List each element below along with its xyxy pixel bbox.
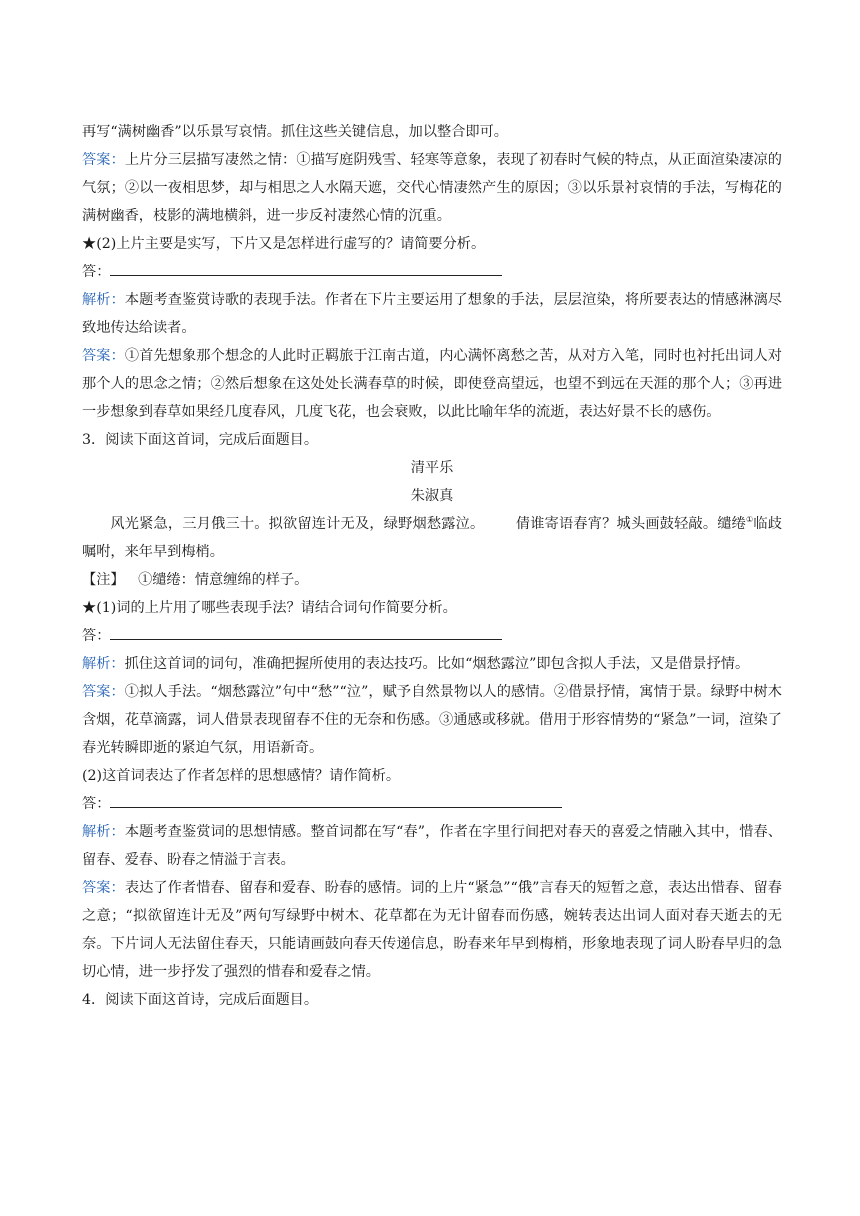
q2-2-analysis	[82, 286, 782, 342]
answer-blank[interactable]	[110, 790, 562, 808]
analysis-text: 本题考查鉴赏词的思想情感。整首词都在写“春”，作者在字里行间把对春天的喜爱之情融入其中，惜春、留春、爱春、盼春之情溢于言表。	[82, 824, 782, 868]
answer-text: 表达了作者惜春、留春和爱春、盼春的感情。词的上片“紧急”“俄”言春天的短暂之意，表达出惜春、留春之意；“拟欲留连计无及”两句写绿野中树木、花草都在为无计留春而伤感，婉转表达出词人面对春天逝去的无奈。下片词人无法留住春天，只能请画鼓向春天传递信息，盼春来年早到梅梢，形象地表现了词人盼春早归的急切心情，进一步抒发了强烈的惜春和爱春之情。	[82, 880, 782, 980]
answer-line	[82, 622, 782, 650]
answer-label: 答案：	[82, 880, 125, 896]
q3-intro: 3．阅读下面这首词，完成后面题目。	[82, 432, 319, 448]
q3-1-analysis	[82, 650, 782, 678]
answer-prompt: 答：	[82, 264, 111, 280]
analysis-text: 本题考查鉴赏诗歌的表现手法。作者在下片主要运用了想象的手法，层层渲染，将所要表达的情感淋漓尽致地传达给读者。	[82, 292, 782, 336]
poem-line-2-end: 临歧嘱咐，来年早到梅梢。	[82, 516, 782, 560]
q4-intro: 4．阅读下面这首诗，完成后面题目。	[82, 992, 319, 1008]
q3-2-answer	[82, 874, 782, 986]
answer-label: 答案：	[82, 684, 125, 700]
answer-text: 上片分三层描写凄然之情：①描写庭阴残雪、轻寒等意象，表现了初春时气候的特点，从正面渲染凄凉的气氛；②以一夜相思梦，却与相思之人水隔天遮，交代心情凄然产生的原因；③以乐景衬哀情的手法，写梅花的满树幽香，枝影的满地横斜，进一步反衬凄然心情的沉重。	[82, 152, 782, 224]
answer-label: 答案：	[82, 348, 125, 364]
poem-line-2: 倩谁寄语春宵？城头画鼓轻敲。缱绻	[515, 516, 747, 532]
answer-line	[82, 790, 782, 818]
note-text: ①缱绻：情意缠绵的样子。	[138, 572, 309, 588]
q3-2-question: (2)这首词表达了作者怎样的思想感情？请作简析。	[82, 768, 401, 784]
note	[82, 566, 782, 594]
analysis-text: 抓住这首词的词句，准确把握所使用的表达技巧。比如“烟愁露泣”即包含拟人手法，又是借景抒情。	[124, 656, 750, 672]
q3-2-analysis	[82, 818, 782, 874]
q3-1-question: ★(1)词的上片用了哪些表现手法？请结合词句作简要分析。	[82, 600, 457, 616]
poem-line-1: 风光紧急，三月俄三十。拟欲留连计无及，绿野烟愁露泣。	[110, 516, 485, 532]
q2-2-answer	[82, 342, 782, 426]
answer-prompt: 答：	[82, 796, 111, 812]
poem-body	[82, 510, 782, 566]
analysis-label: 解析：	[82, 824, 125, 840]
answer-blank[interactable]	[110, 622, 502, 640]
answer-line	[82, 258, 782, 286]
answer-prompt: 答：	[82, 628, 111, 644]
document-page	[82, 118, 782, 1014]
poem-title: 清平乐	[410, 460, 454, 476]
analysis-label: 解析：	[82, 292, 125, 308]
q2-analysis-tail: 再写“满树幽香”以乐景写哀情。抓住这些关键信息，加以整合即可。	[82, 124, 508, 140]
answer-text: ①首先想象那个想念的人此时正羁旅于江南古道，内心满怀离愁之苦，从对方入笔，同时也衬托出词人对那个人的思念之情；②然后想象在这处处长满春草的时候，即使登高望远，也望不到远在天涯的那个人；③再进一步想象到春草如果经几度春风，几度飞花，也会衰败，以此比喻年华的流逝，表达好景不长的感伤。	[82, 348, 782, 420]
answer-text: ①拟人手法。“烟愁露泣”句中“愁”“泣”，赋予自然景物以人的感情。②借景抒情，寓情于景。绿野中树木含烟，花草滴露，词人借景表现留春不住的无奈和伤感。③通感或移就。借用于形容情势的“紧急”一词，渲染了春光转瞬即逝的紧迫气氛，用语新奇。	[82, 684, 782, 756]
q2-2-question: ★(2)上片主要是实写，下片又是怎样进行虚写的？请简要分析。	[82, 236, 486, 252]
answer-label: 答案：	[82, 152, 125, 168]
answer-blank[interactable]	[110, 258, 502, 276]
note-label: 【注】	[82, 572, 125, 588]
q3-1-answer	[82, 678, 782, 762]
analysis-label: 解析：	[82, 656, 125, 672]
q2-1-answer	[82, 146, 782, 230]
poem-author: 朱淑真	[410, 488, 454, 504]
footnote-marker: ①	[746, 515, 754, 524]
